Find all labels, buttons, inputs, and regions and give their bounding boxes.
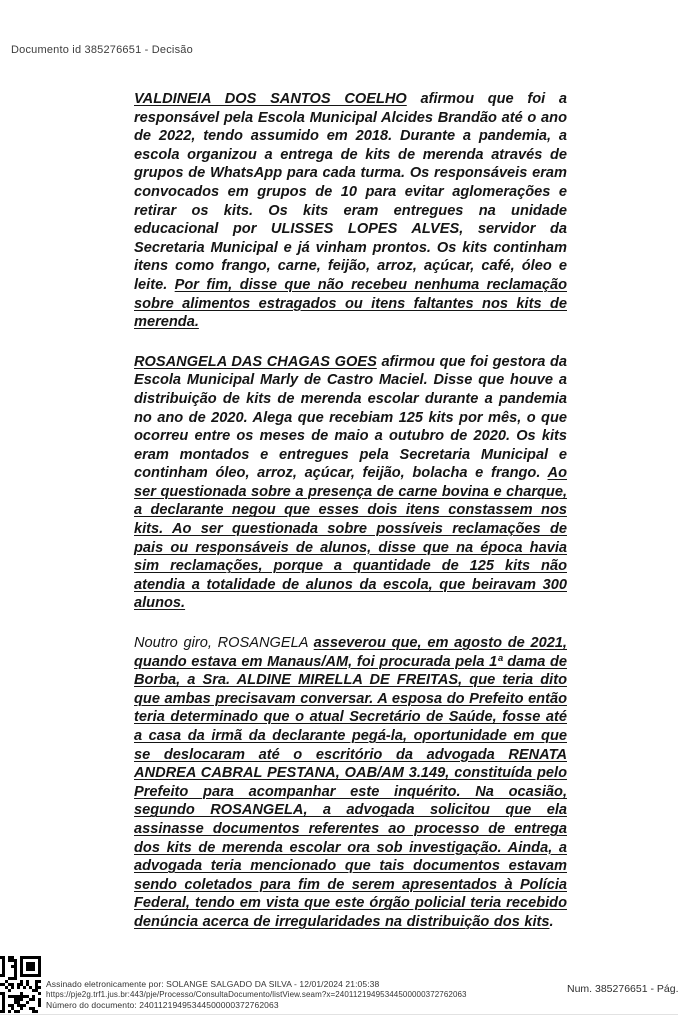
qr-code	[0, 956, 41, 1013]
signature-line: Assinado eletronicamente por: SOLANGE SALGADO DA SILVA - 12/01/2024 21:05:38	[46, 979, 380, 989]
verification-url: https://pje2g.trf1.jus.br:443/pje/Processo/ConsultaDocumento/listView.seam?x=24011219495344500000372762063	[46, 990, 467, 999]
underlined-text: asseverou que, em agosto de 2021, quando estava em Manaus/AM, foi procurada pela 1ª dama de Borba, a Sra. ALDINE MIRELLA DE FREITAS, que teria dito que ambas precisavam conversar. A esposa do Prefeito então teria determinado que o atual Secretário de Saúde, fosse até a casa da irmã da declarante pegá-la, oportunidade em que se deslocaram até o escritório da advogada RENATA ANDREA CABRAL PESTANA, OAB/AM 3.149, constituída pelo Prefeito para acompanhar este inquérito. Na ocasião, segundo ROSANGELA, a advogada solicitou que ela assinasse documentos referentes ao processo de entrega dos kits de merenda escolar ora sob investigação. Ainda, a advogada teria mencionado que tais documentos estavam sendo coletados para fim de serem apresentados à Polícia Federal, tendo em vista que este órgão policial teria recebido denúncia acerca de irregularidades na distribuição dos kits	[134, 635, 567, 930]
text-run: afirmou que foi a responsável pela Escola Municipal Alcides Brandão até o ano de 2022, tendo assumido em 2018. Durante a pandemia, a escola organizou a entrega de kits de merenda através de grupos de WhatsApp para cada turma. Os responsáveis eram convocados em grupos de 10 para evitar aglomerações e retirar os kits. Os kits eram entregues na unidade educacional por ULISSES LOPES ALVES, servidor da Secretaria Municipal e já vinham prontos. Os kits continham itens como frango, carne, feijão, arroz, açúcar, café, óleo e leite.	[134, 91, 568, 293]
document-body	[134, 90, 567, 953]
text-run: Noutro giro, ROSANGELA	[134, 635, 314, 652]
text-run: .	[549, 913, 554, 930]
document-number-line: Número do documento: 24011219495344500000372762063	[46, 1000, 279, 1010]
testimony-paragraph	[134, 634, 567, 932]
page-bottom-divider	[0, 1014, 678, 1015]
testimony-paragraph	[134, 90, 567, 332]
document-id-header: Documento id 385276651 - Decisão	[11, 44, 193, 56]
testimony-paragraph	[134, 353, 567, 613]
underlined-text: VALDINEIA DOS SANTOS COELHO	[134, 91, 407, 107]
underlined-text: Por fim, disse que não recebeu nenhuma reclamação sobre alimentos estragados ou itens faltantes nos kits de merenda.	[134, 276, 568, 331]
page-reference: Num. 385276651 - Pág.	[567, 983, 678, 995]
text-run: afirmou que foi gestora da Escola Municipal Marly de Castro Maciel. Disse que houve a distribuição de kits de merenda escolar durante a pandemia no ano de 2020. Alega que recebiam 125 kits por mês, o que ocorreu entre os meses de maio a outubro de 2020. Os kits eram montados e entregues pela Secretaria Municipal e continham óleo, arroz, açúcar, feijão, bolacha e frango.	[134, 353, 567, 482]
underlined-text: Ao ser questionada sobre a presença de carne bovina e charque, a declarante negou que esses dois itens constassem nos kits. Ao ser questionada sobre possíveis reclamações de pais ou responsáveis de alunos, disse que na época havia sim reclamações, porque a quantidade de 125 kits não atendia a totalidade de alunos da escola, que beiravam 300 alunos.	[134, 465, 567, 612]
underlined-text: ROSANGELA DAS CHAGAS GOES	[134, 353, 377, 370]
